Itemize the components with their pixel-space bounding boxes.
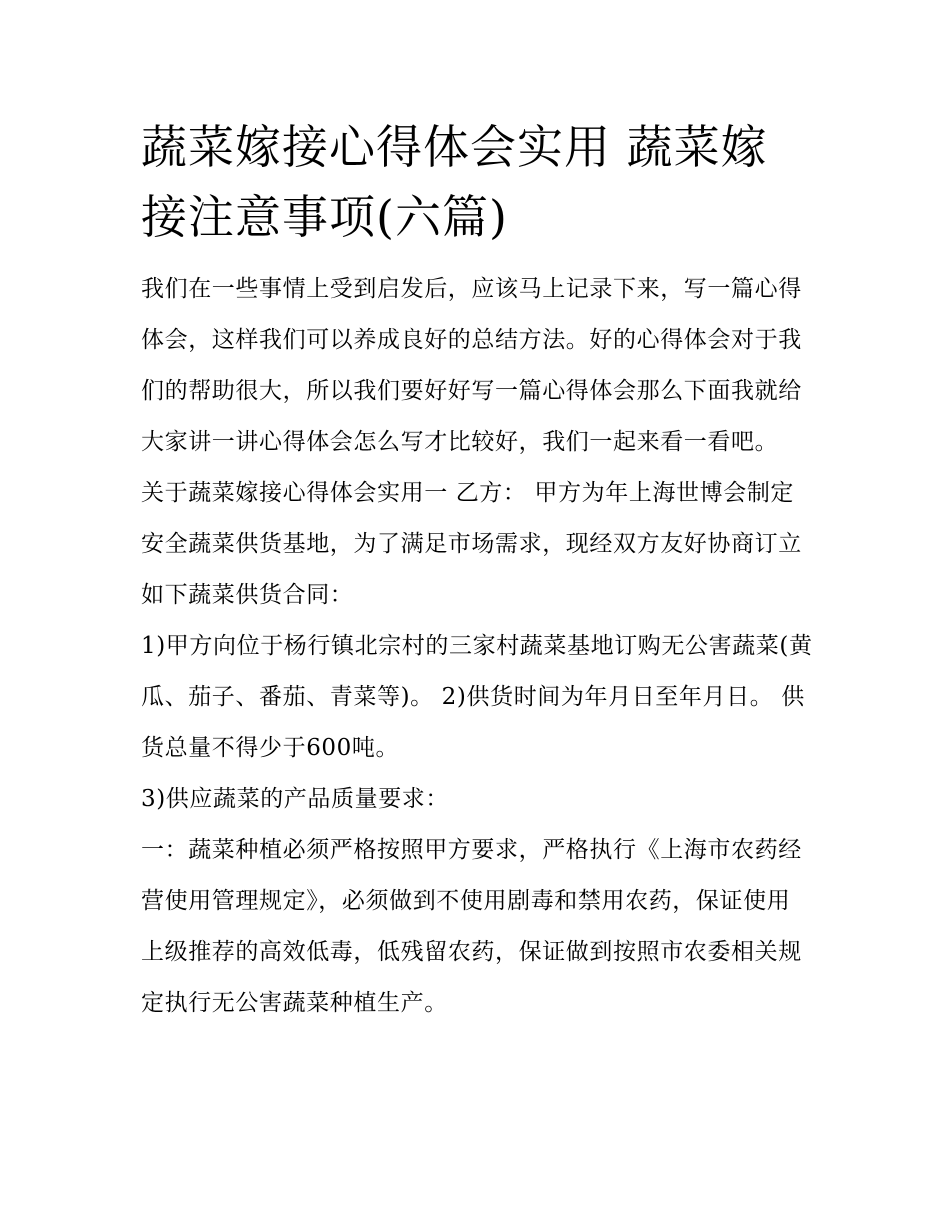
paragraph-intro: 我们在一些事情上受到启发后，应该马上记录下来，写一篇心得体会，这样我们可以养成良好的总结方法。好的心得体会对于我们的帮助很大，所以我们要好好写一篇心得体会那么下面我就给大家讲一讲心得体会怎么写才比较好，我们一起来看一看吧。	[141, 276, 802, 455]
document-title: 蔬菜嫁接心得体会实用 蔬菜嫁接注意事项(六篇)	[141, 120, 768, 244]
document-body	[141, 264, 813, 1029]
paragraph-item-3: 3)供应蔬菜的产品质量要求：	[141, 786, 450, 812]
paragraph-quality-requirement-1: 一：蔬菜种植必须严格按照甲方要求，严格执行《上海市农药经营使用管理规定》，必须做到不使用剧毒和禁用农药，保证使用上级推荐的高效低毒，低残留农药，保证做到按照市农委相关规定执行无公害蔬菜种植生产。	[141, 837, 802, 1016]
paragraph-item-1-2: 1)甲方向位于杨行镇北宗村的三家村蔬菜基地订购无公害蔬菜(黄瓜、茄子、番茄、青菜等)。 2)供货时间为年月日至年月日。 供货总量不得少于600吨。	[141, 633, 813, 761]
document-content	[141, 112, 813, 1029]
paragraph-contract-intro: 关于蔬菜嫁接心得体会实用一 乙方： 甲方为年上海世博会制定安全蔬菜供货基地，为了满足市场需求，现经双方友好协商订立如下蔬菜供货合同：	[141, 480, 802, 608]
